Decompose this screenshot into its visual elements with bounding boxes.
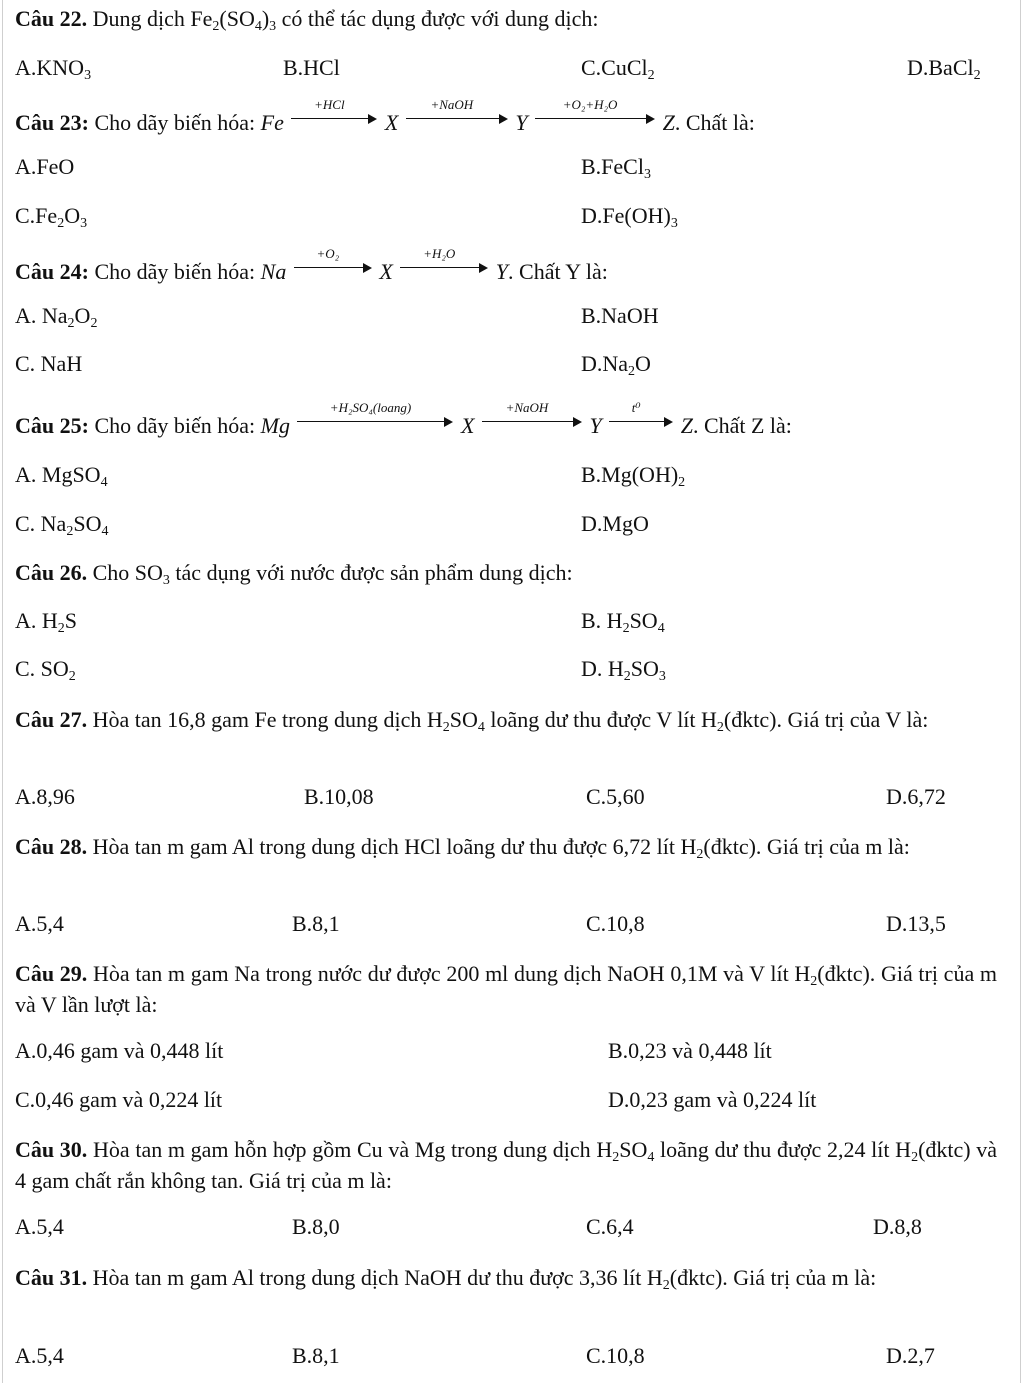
option-text: C.10,8 — [586, 1343, 645, 1368]
option-text: C. Na — [15, 511, 67, 536]
option-text: B.NaOH — [581, 303, 659, 328]
q30-option-a[interactable] — [15, 1216, 64, 1238]
q25-species: X — [460, 413, 475, 438]
option-text: S — [64, 608, 78, 633]
option-sub: 3 — [670, 216, 678, 231]
option-sub: 2 — [647, 68, 655, 83]
q29-text: Hòa tan m gam Na trong nước dư được 200 ml dung dịch NaOH 0,1M và V lít H — [93, 961, 811, 986]
reaction-arrow — [398, 246, 490, 279]
option-sub: 4 — [100, 475, 108, 490]
q24-tail: . Chất Y là: — [508, 259, 608, 284]
option-text: C.6,4 — [586, 1214, 634, 1239]
option-text: D.Fe(OH) — [581, 203, 671, 228]
option-sub: 2 — [678, 475, 686, 490]
q26-text: tác dụng với nước được sản phẩm dung dịch: — [169, 560, 573, 585]
q27-text: (đktc). Giá trị của V là: — [723, 707, 929, 732]
q23-option-d[interactable] — [581, 203, 678, 231]
option-text: C. NaH — [15, 351, 83, 376]
option-text: B.HCl — [283, 55, 340, 80]
option-sub: 2 — [90, 316, 98, 331]
option-text: B.0,23 và 0,448 lít — [608, 1038, 772, 1063]
q31-option-d[interactable] — [886, 1345, 935, 1367]
q30-text: (đktc) và 4 gam chất rắn không tan. Giá trị của m là: — [15, 1137, 998, 1193]
option-text: B. H — [581, 608, 623, 633]
option-text: D. H — [581, 656, 624, 681]
q25-species: Mg — [260, 413, 290, 438]
q23-species: Y — [515, 110, 528, 135]
option-text: D.6,72 — [886, 784, 946, 809]
q24-option-b[interactable] — [581, 305, 659, 327]
q22-text: có thể tác dụng được với dung dịch: — [276, 6, 599, 31]
q25-option-a[interactable] — [15, 462, 108, 490]
q26-text: Cho SO — [92, 560, 163, 585]
q24-species: Y — [495, 259, 509, 284]
q30-text: SO — [619, 1137, 648, 1162]
q24-option-a[interactable] — [15, 303, 98, 331]
question-22-label: Câu 22. — [15, 6, 88, 31]
question-24-label: Câu 24: — [15, 259, 89, 284]
q31-option-a[interactable] — [15, 1345, 64, 1367]
option-text: A.5,4 — [15, 1343, 64, 1368]
q31-sub: 2 — [662, 1278, 670, 1293]
q27-option-d[interactable] — [886, 786, 946, 808]
question-23-label: Câu 23: — [15, 110, 89, 135]
option-text: SO — [73, 511, 102, 536]
q30-option-b[interactable] — [292, 1216, 340, 1238]
question-30-stem — [15, 1134, 997, 1196]
option-sub: 3 — [80, 216, 88, 231]
option-text: A. H — [15, 608, 58, 633]
reagent-label: +O₂+H₂O — [562, 97, 618, 112]
q23-option-c[interactable] — [15, 203, 88, 231]
q25-option-d[interactable] — [581, 513, 649, 535]
q22-text: (SO — [219, 6, 255, 31]
option-text: C.Fe — [15, 203, 58, 228]
q23-tail: . Chất là: — [674, 110, 755, 135]
option-sub: 3 — [658, 669, 666, 684]
option-text: B.8,1 — [292, 911, 340, 936]
q30-sub: 4 — [647, 1150, 655, 1165]
q29-sub: 2 — [810, 974, 818, 989]
reaction-arrow — [292, 246, 374, 279]
q29-option-c[interactable] — [15, 1089, 222, 1111]
q26-option-c[interactable] — [15, 656, 76, 684]
question-29-stem — [15, 958, 997, 1020]
option-text: D.8,8 — [873, 1214, 922, 1239]
q22-sub: 2 — [212, 19, 220, 34]
q25-species: Y — [589, 413, 602, 438]
option-text: O — [64, 203, 81, 228]
question-24-stem — [15, 246, 608, 284]
q23-text: Cho dãy biến hóa: — [94, 110, 261, 135]
q23-species: Z — [662, 110, 675, 135]
q28-option-c[interactable] — [586, 913, 645, 935]
option-text: D.Na — [581, 351, 629, 376]
q31-text: (đktc). Giá trị của m là: — [669, 1265, 877, 1290]
option-text: C.CuCl — [581, 55, 648, 80]
q30-text: Hòa tan m gam hỗn hợp gồm Cu và Mg trong dung dịch H — [93, 1137, 613, 1162]
option-text: A. MgSO — [15, 462, 101, 487]
question-29-label: Câu 29. — [15, 961, 88, 986]
q28-option-b[interactable] — [292, 913, 340, 935]
option-text: D.13,5 — [886, 911, 946, 936]
reaction-arrow — [289, 97, 379, 130]
q25-species: Z — [680, 413, 693, 438]
q27-sub: 2 — [716, 720, 724, 735]
option-sub: 2 — [68, 669, 76, 684]
option-sub: 2 — [973, 68, 981, 83]
q23-option-b[interactable] — [581, 154, 651, 182]
q23-species: X — [384, 110, 399, 135]
q26-option-b[interactable] — [581, 608, 665, 636]
option-text: A.0,46 gam và 0,448 lít — [15, 1038, 224, 1063]
q31-option-b[interactable] — [292, 1345, 340, 1367]
q30-option-c[interactable] — [586, 1216, 634, 1238]
option-sub: 4 — [101, 524, 109, 539]
option-text: A.5,4 — [15, 911, 64, 936]
q29-option-a[interactable] — [15, 1040, 223, 1062]
reagent-label: +NaOH — [505, 400, 549, 415]
q30-text: loãng dư thu được 2,24 lít H — [654, 1137, 912, 1162]
q22-sub: 3 — [269, 19, 277, 34]
question-26-label: Câu 26. — [15, 560, 88, 585]
option-text: A.FeO — [15, 154, 75, 179]
q23-option-a[interactable] — [15, 156, 74, 178]
option-text: D.2,7 — [886, 1343, 935, 1368]
q29-text: (đktc). Giá trị của m và V lần lượt là: — [15, 961, 998, 1017]
q28-option-d[interactable] — [886, 913, 946, 935]
reaction-arrow — [533, 97, 657, 130]
q28-text: Hòa tan m gam Al trong dung dịch HCl loãng dư thu được 6,72 lít H — [92, 834, 697, 859]
option-text: SO — [629, 608, 658, 633]
question-25-stem — [15, 400, 792, 438]
q24-option-d[interactable] — [581, 351, 651, 379]
option-text: O — [635, 351, 651, 376]
q27-option-a[interactable] — [15, 786, 75, 808]
q24-species: X — [379, 259, 393, 284]
option-text: C. SO — [15, 656, 69, 681]
reaction-arrow — [607, 400, 675, 433]
option-text: D.MgO — [581, 511, 649, 536]
q26-option-a[interactable] — [15, 608, 78, 636]
q27-option-b[interactable] — [304, 786, 374, 808]
question-31-label: Câu 31. — [15, 1265, 88, 1290]
option-text: C.10,8 — [586, 911, 645, 936]
reaction-arrow — [295, 400, 455, 433]
option-sub: 2 — [622, 621, 630, 636]
option-text: SO — [630, 656, 659, 681]
reagent-label: +H₂O — [423, 246, 456, 261]
q30-sub: 2 — [612, 1150, 620, 1165]
q22-text: Dung dịch Fe — [92, 6, 213, 31]
question-23-stem — [15, 97, 755, 135]
question-30-label: Câu 30. — [15, 1137, 88, 1162]
q25-text: Cho dãy biến hóa: — [94, 413, 261, 438]
option-text: B.10,08 — [304, 784, 374, 809]
page-right-border — [1020, 0, 1021, 1383]
q27-text: loãng dư thu được V lít H — [484, 707, 717, 732]
page-left-border — [2, 0, 3, 1383]
q24-text: Cho dãy biến hóa: — [94, 259, 261, 284]
q29-option-d[interactable] — [608, 1089, 816, 1111]
q24-species: Na — [260, 259, 287, 284]
option-text: A. Na — [15, 303, 68, 328]
reaction-arrow — [480, 400, 584, 433]
option-sub: 2 — [66, 524, 74, 539]
q25-tail: . Chất Z là: — [692, 413, 792, 438]
option-text: A.8,96 — [15, 784, 75, 809]
option-text: B.8,0 — [292, 1214, 340, 1239]
option-text: B.Mg(OH) — [581, 462, 679, 487]
reagent-label: +NaOH — [430, 97, 474, 112]
reagent-label: +HCl — [314, 97, 345, 112]
option-text: C.5,60 — [586, 784, 645, 809]
q25-option-c[interactable] — [15, 511, 109, 539]
q26-option-d[interactable] — [581, 656, 666, 684]
question-22-stem — [15, 6, 599, 34]
question-26-stem — [15, 560, 573, 588]
q22-option-c[interactable] — [581, 55, 655, 83]
reagent-label: +H₂SO₄(loang) — [329, 400, 412, 415]
question-27-label: Câu 27. — [15, 707, 88, 732]
q28-text: (đktc). Giá trị của m là: — [703, 834, 910, 859]
q30-option-d[interactable] — [873, 1216, 922, 1238]
q31-option-c[interactable] — [586, 1345, 645, 1367]
option-text: C.0,46 gam và 0,224 lít — [15, 1087, 223, 1112]
q27-option-c[interactable] — [586, 786, 645, 808]
q24-option-c[interactable] — [15, 353, 82, 375]
q22-sub: 4 — [254, 19, 262, 34]
q22-option-a[interactable] — [15, 55, 92, 83]
q25-option-b[interactable] — [581, 462, 686, 490]
reaction-arrow — [404, 97, 510, 130]
q29-option-b[interactable] — [608, 1040, 772, 1062]
option-text: A.KNO — [15, 55, 85, 80]
option-text: D.BaCl — [907, 55, 974, 80]
option-text: B.8,1 — [292, 1343, 340, 1368]
option-text: B.FeCl — [581, 154, 644, 179]
q22-option-d[interactable] — [907, 55, 981, 83]
q27-sub: 4 — [477, 720, 485, 735]
q27-text: SO — [449, 707, 478, 732]
option-text: A.5,4 — [15, 1214, 64, 1239]
q31-text: Hòa tan m gam Al trong dung dịch NaOH dư thu được 3,36 lít H — [92, 1265, 663, 1290]
option-sub: 3 — [643, 167, 651, 182]
reagent-label: t⁰ — [631, 400, 641, 415]
question-28-stem — [15, 831, 997, 862]
q22-option-b[interactable] — [283, 57, 340, 79]
q27-text: Hòa tan 16,8 gam Fe trong dung dịch H — [92, 707, 443, 732]
q23-species: Fe — [260, 110, 284, 135]
option-sub: 2 — [628, 364, 636, 379]
reagent-label: +O₂ — [316, 246, 340, 261]
q28-sub: 2 — [696, 847, 704, 862]
option-sub: 2 — [57, 216, 65, 231]
question-27-stem — [15, 704, 997, 735]
question-31-stem — [15, 1262, 997, 1293]
question-25-label: Câu 25: — [15, 413, 89, 438]
question-28-label: Câu 28. — [15, 834, 88, 859]
q22-text: ) — [261, 6, 270, 31]
q30-sub: 2 — [911, 1150, 919, 1165]
q27-sub: 2 — [442, 720, 450, 735]
option-sub: 2 — [67, 316, 75, 331]
option-sub: 3 — [84, 68, 92, 83]
option-text: O — [74, 303, 91, 328]
q28-option-a[interactable] — [15, 913, 64, 935]
q26-sub: 3 — [162, 573, 170, 588]
option-sub: 2 — [57, 621, 65, 636]
option-text: D.0,23 gam và 0,224 lít — [608, 1087, 817, 1112]
option-sub: 2 — [623, 669, 631, 684]
option-sub: 4 — [657, 621, 665, 636]
